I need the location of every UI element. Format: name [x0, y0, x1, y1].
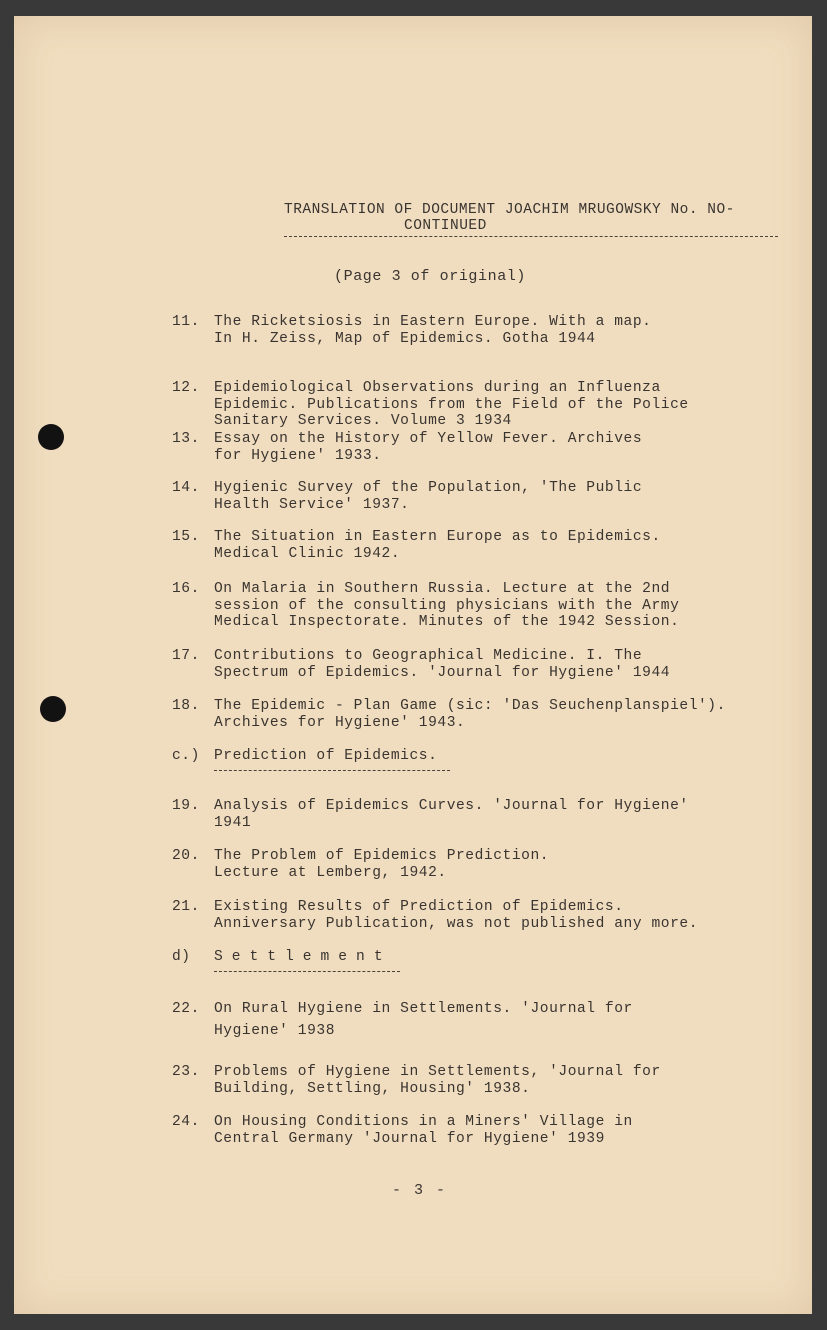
item-text: The Situation in Eastern Europe as to Epidemics. [214, 529, 661, 545]
list-item [172, 1064, 661, 1097]
item-text: Epidemiological Observations during an Influenza [214, 380, 661, 396]
item-text: Hygienic Survey of the Population, 'The Public [214, 480, 643, 496]
item-number: 22. [172, 1001, 200, 1017]
list-item [172, 998, 633, 1042]
item-text: session of the consulting physicians with the Army [214, 597, 680, 614]
list-item [172, 1114, 633, 1147]
item-text: Sanitary Services. Volume 3 1934 [214, 413, 512, 429]
item-number: 13. [172, 431, 200, 447]
item-text: Problems of Hygiene in Settlements, 'Journal for [214, 1064, 661, 1080]
list-item [172, 431, 642, 464]
item-number: 24. [172, 1114, 200, 1130]
page-reference: (Page 3 of original) [334, 268, 527, 285]
item-number: 12. [172, 380, 200, 396]
header-underline [284, 236, 778, 237]
section-heading-settlement [172, 949, 392, 965]
item-text: Lecture at Lemberg, 1942. [214, 864, 447, 881]
item-number: 19. [172, 798, 200, 814]
list-item [172, 899, 698, 932]
section-underline [214, 770, 450, 771]
list-item [172, 581, 679, 631]
punch-hole-top [38, 424, 64, 450]
item-text: On Housing Conditions in a Miners' Village in [214, 1114, 633, 1130]
item-text: Epidemic. Publications from the Field of the Police [214, 396, 689, 413]
item-number: 16. [172, 581, 200, 597]
document-page [14, 16, 812, 1314]
section-title: Prediction of Epidemics. [214, 748, 438, 764]
item-text: Health Service' 1937. [214, 496, 410, 513]
item-number: 14. [172, 480, 200, 496]
item-number: 11. [172, 314, 200, 330]
header-continued: CONTINUED [404, 218, 487, 234]
item-text: In H. Zeiss, Map of Epidemics. Gotha 1944 [214, 330, 596, 347]
list-item [172, 380, 689, 430]
item-text: On Malaria in Southern Russia. Lecture at the 2nd [214, 581, 671, 597]
section-title: Settlement [214, 949, 392, 965]
list-item [172, 648, 670, 681]
item-text: Spectrum of Epidemics. 'Journal for Hygiene' 1944 [214, 664, 671, 681]
list-item [172, 798, 689, 831]
item-text: Building, Settling, Housing' 1938. [214, 1080, 531, 1097]
item-number: 21. [172, 899, 200, 915]
item-text: Anniversary Publication, was not published any more. [214, 915, 698, 932]
section-underline [214, 971, 400, 972]
item-text: Medical Clinic 1942. [214, 545, 401, 562]
item-text: Contributions to Geographical Medicine. I. The [214, 648, 643, 664]
item-number: 15. [172, 529, 200, 545]
list-item [172, 529, 661, 562]
item-text: 1941 [214, 814, 252, 831]
header-title: TRANSLATION OF DOCUMENT JOACHIM MRUGOWSKY No. NO- [284, 202, 735, 218]
item-text: Central Germany 'Journal for Hygiene' 1939 [214, 1130, 605, 1147]
item-text: Existing Results of Prediction of Epidemics. [214, 899, 624, 915]
item-text: On Rural Hygiene in Settlements. 'Journal for [214, 1001, 633, 1017]
list-item [172, 480, 642, 513]
item-text: Analysis of Epidemics Curves. 'Journal for Hygiene' [214, 798, 689, 814]
item-text: for Hygiene' 1933. [214, 447, 382, 464]
item-text: Archives for Hygiene' 1943. [214, 714, 466, 731]
item-number: 18. [172, 698, 200, 714]
item-text: The Ricketsiosis in Eastern Europe. With a map. [214, 314, 652, 330]
document-header [284, 202, 778, 234]
item-number: 23. [172, 1064, 200, 1080]
page-number: - 3 - [392, 1182, 448, 1199]
section-label: c.) [172, 748, 200, 764]
section-label: d) [172, 949, 191, 965]
punch-hole-bottom [40, 696, 66, 722]
list-item [172, 314, 651, 347]
section-heading-prediction [172, 748, 437, 764]
item-text: Medical Inspectorate. Minutes of the 1942 Session. [214, 614, 680, 630]
list-item [172, 698, 726, 731]
item-number: 17. [172, 648, 200, 664]
item-text: Hygiene' 1938 [214, 1023, 335, 1039]
item-number: 20. [172, 848, 200, 864]
item-text: The Epidemic - Plan Game (sic: 'Das Seuchenplanspiel'). [214, 698, 726, 714]
item-text: The Problem of Epidemics Prediction. [214, 848, 550, 864]
item-text: Essay on the History of Yellow Fever. Archives [214, 431, 643, 447]
list-item [172, 848, 549, 881]
